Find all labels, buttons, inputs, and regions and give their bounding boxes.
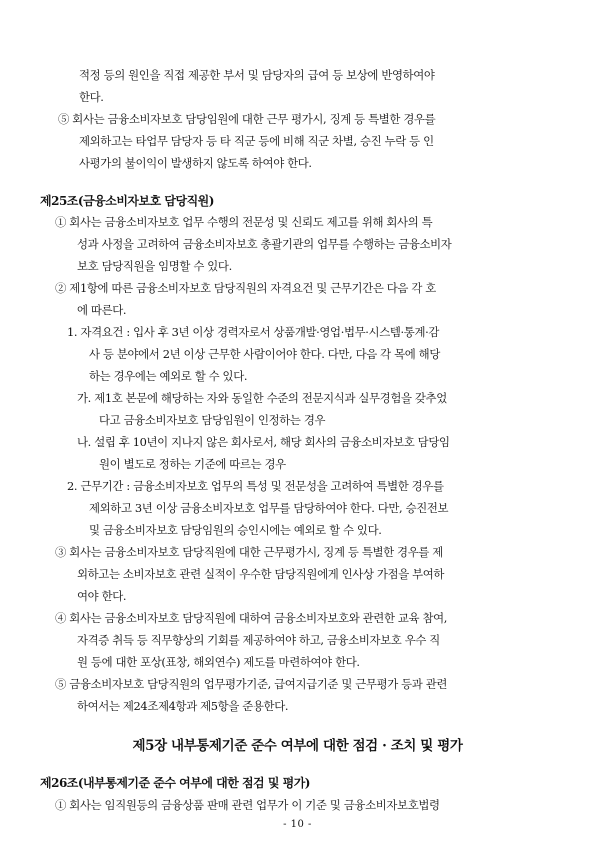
text-line: 다고 금융소비자보호 담당임원이 인정하는 경우 — [99, 413, 326, 427]
text-line: 적정 등의 원인을 직접 제공한 부서 및 담당자의 급여 등 보상에 반영하여야 — [79, 68, 435, 82]
chapter-5-heading: 제5장 내부통제기준 준수 여부에 대한 점검 · 조치 및 평가 — [132, 738, 463, 754]
article-26-title: 제26조(내부통제기준 준수 여부에 대한 점검 및 평가) — [40, 776, 310, 790]
page-number: - 10 - — [283, 819, 312, 830]
article-25-title: 제25조(금융소비자보호 담당직원) — [40, 194, 214, 208]
text-line: 여야 한다. — [77, 589, 127, 603]
text-line: ⑤ 회사는 금융소비자보호 담당임원에 대한 근무 평가시, 징계 등 특별한 경우를 — [58, 112, 436, 126]
text-line: ⑤ 금융소비자보호 담당직원의 업무평가기준, 급여지급기준 및 근무평가 등과 관련 — [55, 677, 448, 691]
text-line: 사평가의 불이익이 발생하지 않도록 하여야 한다. — [79, 156, 312, 170]
text-line: 1. 자격요건 : 입사 후 3년 이상 경력자로서 상품개발·영업·법무·시스템·통계·감 — [67, 325, 440, 339]
text-line: 원 등에 대한 포상(표창, 해외연수) 제도를 마련하여야 한다. — [77, 655, 360, 669]
text-line: 제외하고 3년 이상 금융소비자보호 업무를 담당하여야 한다. 다만, 승진전보 — [89, 501, 449, 515]
text-line: 원이 별도로 정하는 기준에 따르는 경우 — [99, 457, 286, 471]
text-line: ① 회사는 임직원등의 금융상품 판매 관련 업무가 이 기준 및 금융소비자보호법령 — [55, 798, 440, 812]
text-line: 한다. — [79, 90, 104, 104]
text-line: 나. 설립 후 10년이 지나지 않은 회사로서, 해당 회사의 금융소비자보호 담당임 — [77, 435, 450, 449]
text-line: 외하고는 소비자보호 관련 실적이 우수한 담당직원에게 인사상 가점을 부여하 — [77, 567, 445, 581]
text-line: ② 제1항에 따른 금융소비자보호 담당직원의 자격요건 및 근무기간은 다음 각 호 — [55, 281, 436, 295]
text-line: 사 등 분야에서 2년 이상 근무한 사람이어야 한다. 다만, 다음 각 목에 해당 — [89, 347, 440, 361]
text-line: 자격증 취득 등 직무향상의 기회를 제공하여야 하고, 금융소비자보호 우수 직 — [77, 633, 440, 647]
text-line: 및 금융소비자보호 담당임원의 승인시에는 예외로 할 수 있다. — [89, 523, 382, 537]
text-line: ① 회사는 금융소비자보호 업무 수행의 전문성 및 신뢰도 제고를 위해 회사의 특 — [55, 215, 433, 229]
text-line: ③ 회사는 금융소비자보호 담당직원에 대한 근무평가시, 징계 등 특별한 경우를 제 — [55, 545, 443, 559]
text-line: 가. 제1호 본문에 해당하는 자와 동일한 수준의 전문지식과 실무경험을 갖추었 — [77, 391, 447, 405]
text-line: 하는 경우에는 예외로 할 수 있다. — [89, 369, 248, 383]
text-line: 하여서는 제24조제4항과 제5항을 준용한다. — [77, 699, 289, 713]
text-line: 에 따른다. — [77, 303, 127, 317]
text-line: 보호 담당직원을 임명할 수 있다. — [77, 259, 232, 273]
text-line: 성과 사정을 고려하여 금융소비자보호 총괄기관의 업무를 수행하는 금융소비자 — [77, 237, 452, 251]
text-line: 제외하고는 타업무 담당자 등 타 직군 등에 비해 직군 차별, 승진 누락 등 인 — [79, 134, 434, 148]
text-line: 2. 근무기간 : 금융소비자보호 업무의 특성 및 전문성을 고려하여 특별한 경우를 — [67, 479, 444, 493]
text-line: ④ 회사는 금융소비자보호 담당직원에 대하여 금융소비자보호와 관련한 교육 참여, — [55, 611, 448, 625]
